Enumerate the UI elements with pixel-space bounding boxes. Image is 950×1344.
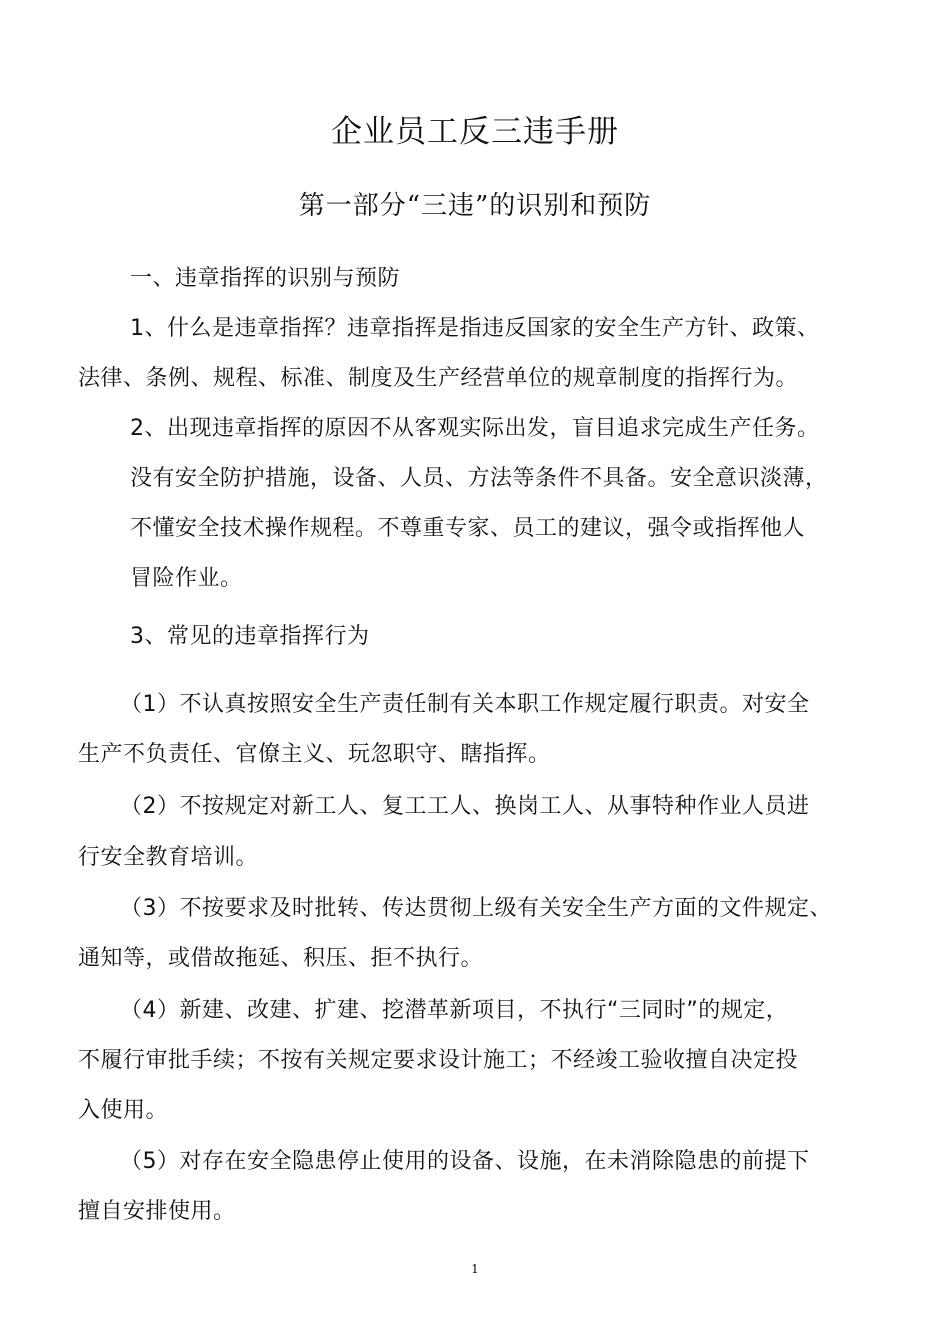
item-3-line-2: 通知等，或借故拖延、积压、拒不执行。 — [78, 946, 484, 971]
item-1-line-2: 生产不负责任、官僚主义、玩忽职守、瞎指挥。 — [78, 742, 551, 767]
item-4-line-3: 入使用。 — [78, 1098, 169, 1123]
paragraph-3-heading: 3、常见的违章指挥行为 — [130, 624, 370, 649]
paragraph-1-line-2: 法律、条例、规程、标准、制度及生产经营单位的规章制度的指挥行为。 — [78, 366, 799, 391]
item-1-line-1: （1）不认真按照安全生产责任制有关本职工作规定履行职责。对安全 — [120, 692, 810, 717]
paragraph-2-line-1: 2、出现违章指挥的原因不从客观实际出发，盲目追求完成生产任务。 — [130, 416, 820, 441]
item-4-line-1: （4）新建、改建、扩建、挖潜革新项目，不执行“三同时”的规定， — [120, 998, 789, 1023]
item-2-line-1: （2）不按规定对新工人、复工工人、换岗工人、从事特种作业人员进 — [120, 794, 810, 819]
paragraph-2-line-2: 没有安全防护措施，设备、人员、方法等条件不具备。安全意识淡薄， — [130, 466, 828, 491]
item-5-line-2: 擅自安排使用。 — [78, 1199, 236, 1224]
section-heading: 一、违章指挥的识别与预防 — [130, 266, 401, 291]
paragraph-1-line-1: 1、什么是违章指挥？违章指挥是指违反国家的安全生产方针、政策、 — [130, 316, 820, 341]
item-2-line-2: 行安全教育培训。 — [78, 845, 259, 870]
item-5-line-1: （5）对存在安全隐患停止使用的设备、设施，在未消除隐患的前提下 — [120, 1149, 810, 1174]
item-4-line-2: 不履行审批手续；不按有关规定要求设计施工；不经竣工验收擅自决定投 — [78, 1048, 799, 1073]
item-3-line-1: （3）不按要求及时批转、传达贯彻上级有关安全生产方面的文件规定、 — [120, 896, 832, 921]
part-subtitle: 第一部分“三违”的识别和预防 — [298, 191, 652, 221]
paragraph-2-line-3: 不懂安全技术操作规程。不尊重专家、员工的建议，强令或指挥他人 — [130, 516, 806, 541]
document-title: 企业员工反三违手册 — [331, 114, 619, 150]
paragraph-2-line-4: 冒险作业。 — [130, 566, 243, 591]
page-number: 1 — [471, 1262, 479, 1276]
